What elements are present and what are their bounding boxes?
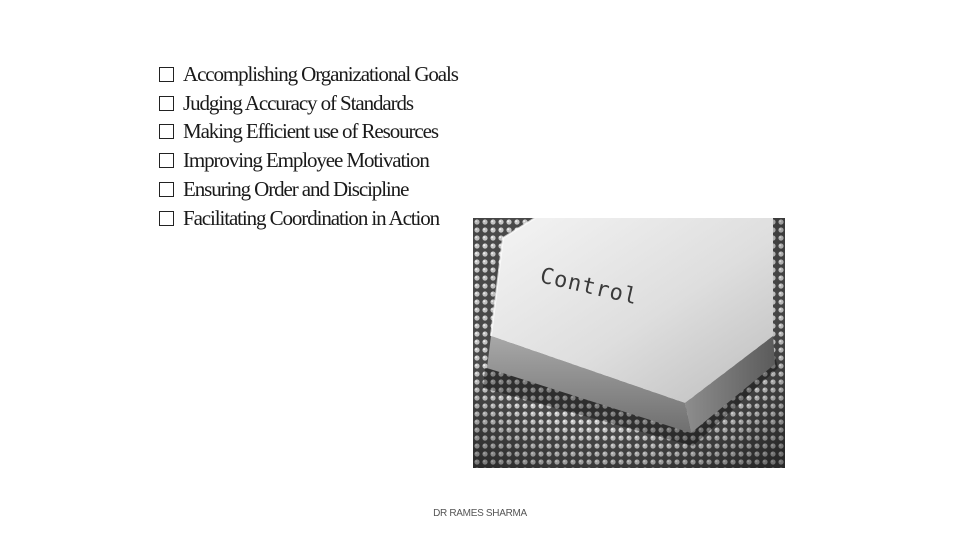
bullet-list: [159, 60, 458, 233]
bullet-text: Accomplishing Organizational Goals: [183, 61, 458, 86]
bullet-text: Making Efficient use of Resources: [183, 119, 438, 144]
footer-author: DR RAMES SHARMA: [433, 508, 527, 519]
bullet-item: [159, 60, 458, 89]
checkbox-bullet-icon: [159, 153, 174, 168]
bullet-item: [159, 89, 458, 118]
bullet-item: [159, 146, 458, 175]
checkbox-bullet-icon: [159, 182, 174, 197]
bullet-text: Judging Accuracy of Standards: [183, 90, 413, 115]
checkbox-bullet-icon: [159, 67, 174, 82]
checkbox-bullet-icon: [159, 124, 174, 139]
control-key-photo: [473, 218, 785, 468]
bullet-text: Ensuring Order and Discipline: [183, 177, 409, 202]
key-label: Control: [537, 263, 641, 311]
bullet-item: [159, 175, 458, 204]
bullet-item: [159, 204, 458, 233]
checkbox-bullet-icon: [159, 211, 174, 226]
checkbox-bullet-icon: [159, 96, 174, 111]
bullet-item: [159, 118, 458, 147]
bullet-text: Improving Employee Motivation: [183, 148, 429, 173]
bullet-text: Facilitating Coordination in Action: [183, 205, 440, 230]
